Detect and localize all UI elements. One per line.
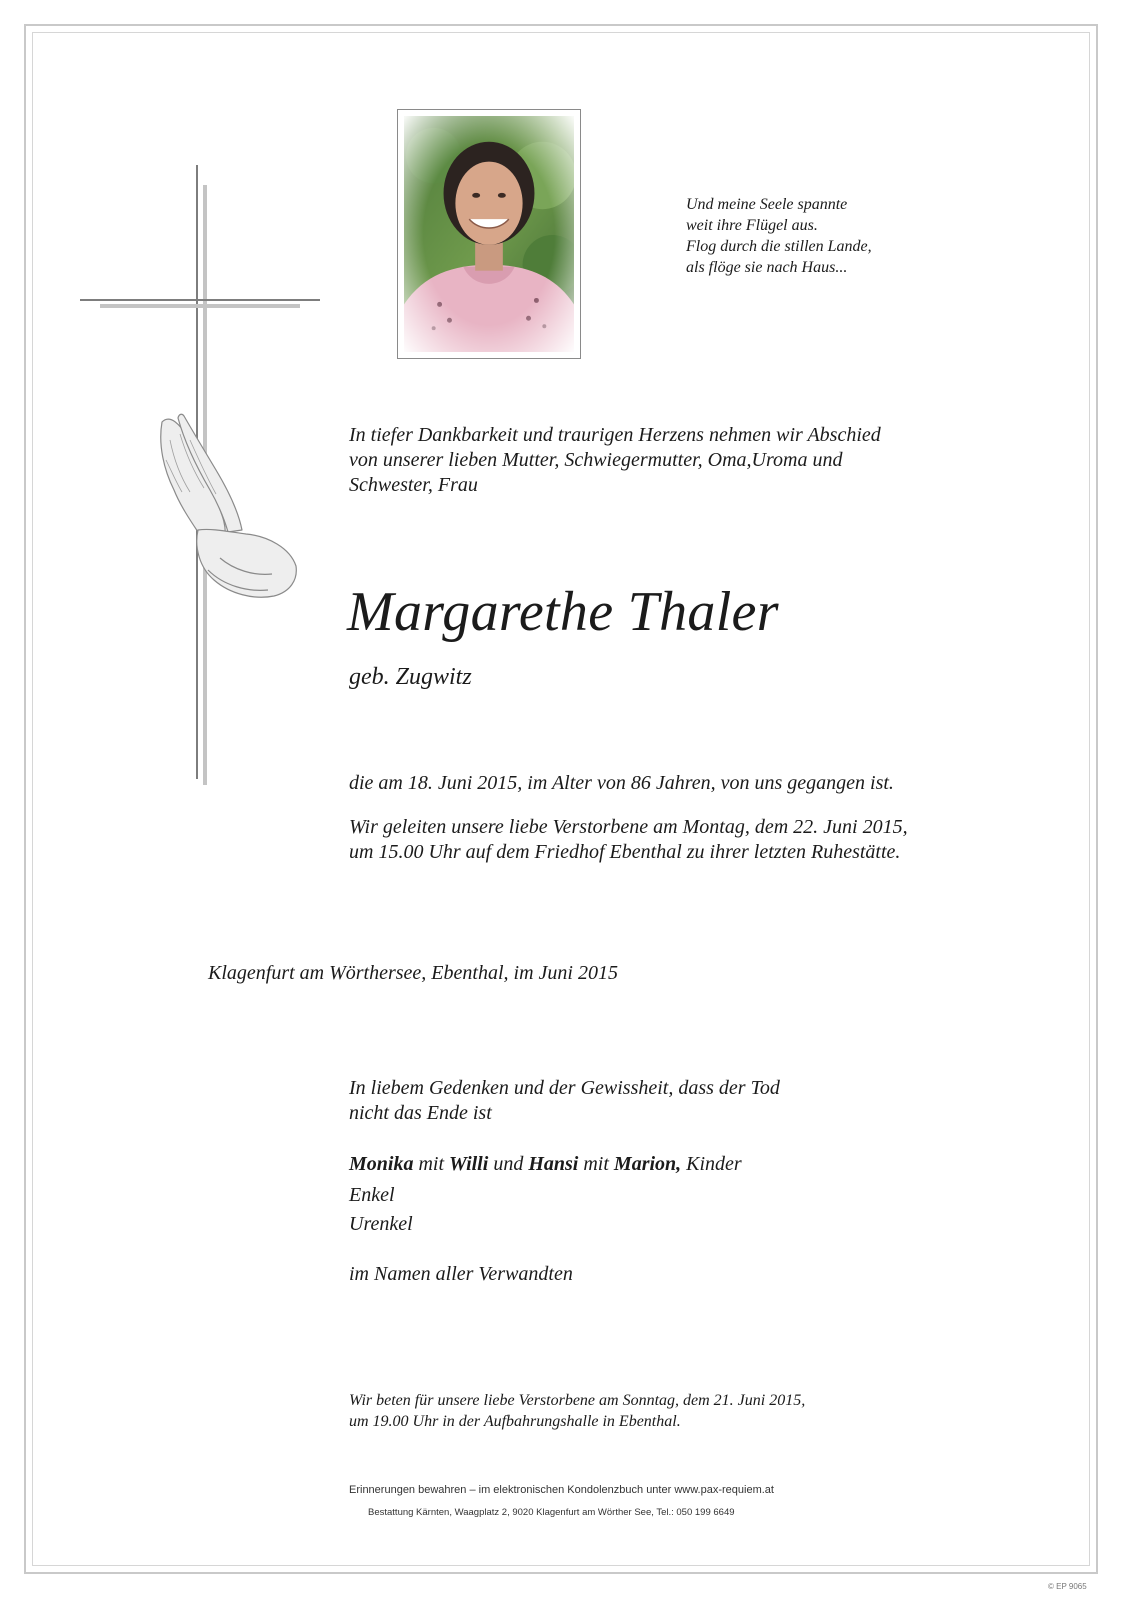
family-name: Monika (349, 1153, 414, 1175)
praying-hands-icon (150, 410, 300, 605)
poem-line: Und meine Seele spannte (686, 196, 848, 213)
poem-line: als flöge sie nach Haus... (686, 259, 848, 276)
condolence-footer: Erinnerungen bewahren – im elektronischen Kondolenzbuch unter www.pax-requiem.at (349, 1484, 774, 1496)
portrait-photo (397, 109, 581, 359)
family-name: Hansi (528, 1153, 579, 1175)
memory-text (349, 1076, 780, 1126)
intro-line: In tiefer Dankbarkeit und traurigen Herzens nehmen wir Abschied (349, 424, 881, 446)
address-footer: Bestattung Kärnten, Waagplatz 2, 9020 Klagenfurt am Wörther See, Tel.: 050 199 6649 (368, 1507, 735, 1518)
memory-line: In liebem Gedenken und der Gewissheit, dass der Tod (349, 1077, 780, 1099)
all-relatives: im Namen aller Verwandten (349, 1263, 573, 1285)
family-conjunction: mit (578, 1153, 614, 1175)
poem-line: weit ihre Flügel aus. (686, 217, 818, 234)
wake-line: Wir beten für unsere liebe Verstorbene am Sonntag, dem 21. Juni 2015, (349, 1392, 806, 1409)
poem (686, 194, 986, 278)
funeral-line: um 15.00 Uhr auf dem Friedhof Ebenthal zu ihrer letzten Ruhestätte. (349, 841, 901, 863)
great-grandchildren: Urenkel (349, 1213, 413, 1235)
death-notice: die am 18. Juni 2015, im Alter von 86 Jahren, von uns gegangen ist. (349, 772, 894, 794)
intro-line: Schwester, Frau (349, 474, 478, 496)
grandchildren: Enkel (349, 1184, 395, 1206)
family-line (349, 1150, 742, 1179)
poem-line: Flog durch die stillen Lande, (686, 238, 872, 255)
memory-line: nicht das Ende ist (349, 1102, 492, 1124)
maiden-name: geb. Zugwitz (349, 664, 472, 690)
funeral-line: Wir geleiten unsere liebe Verstorbene am Montag, dem 22. Juni 2015, (349, 816, 908, 838)
family-role: Kinder (681, 1153, 742, 1175)
deceased-name: Margarethe Thaler (347, 581, 779, 643)
family-name: Marion, (613, 1153, 682, 1175)
print-code: © EP 9065 (1048, 1582, 1087, 1591)
place-date: Klagenfurt am Wörthersee, Ebenthal, im Juni 2015 (208, 962, 618, 984)
intro-line: von unserer lieben Mutter, Schwiegermutter, Oma,Uroma und (349, 449, 843, 471)
family-name: Willi (449, 1153, 489, 1175)
funeral-info (349, 815, 908, 865)
intro-text (349, 423, 1029, 498)
wake-line: um 19.00 Uhr in der Aufbahrungshalle in Ebenthal. (349, 1413, 681, 1430)
wake-info (349, 1390, 805, 1432)
family-conjunction: mit (413, 1153, 450, 1175)
family-conjunction: und (488, 1153, 529, 1175)
